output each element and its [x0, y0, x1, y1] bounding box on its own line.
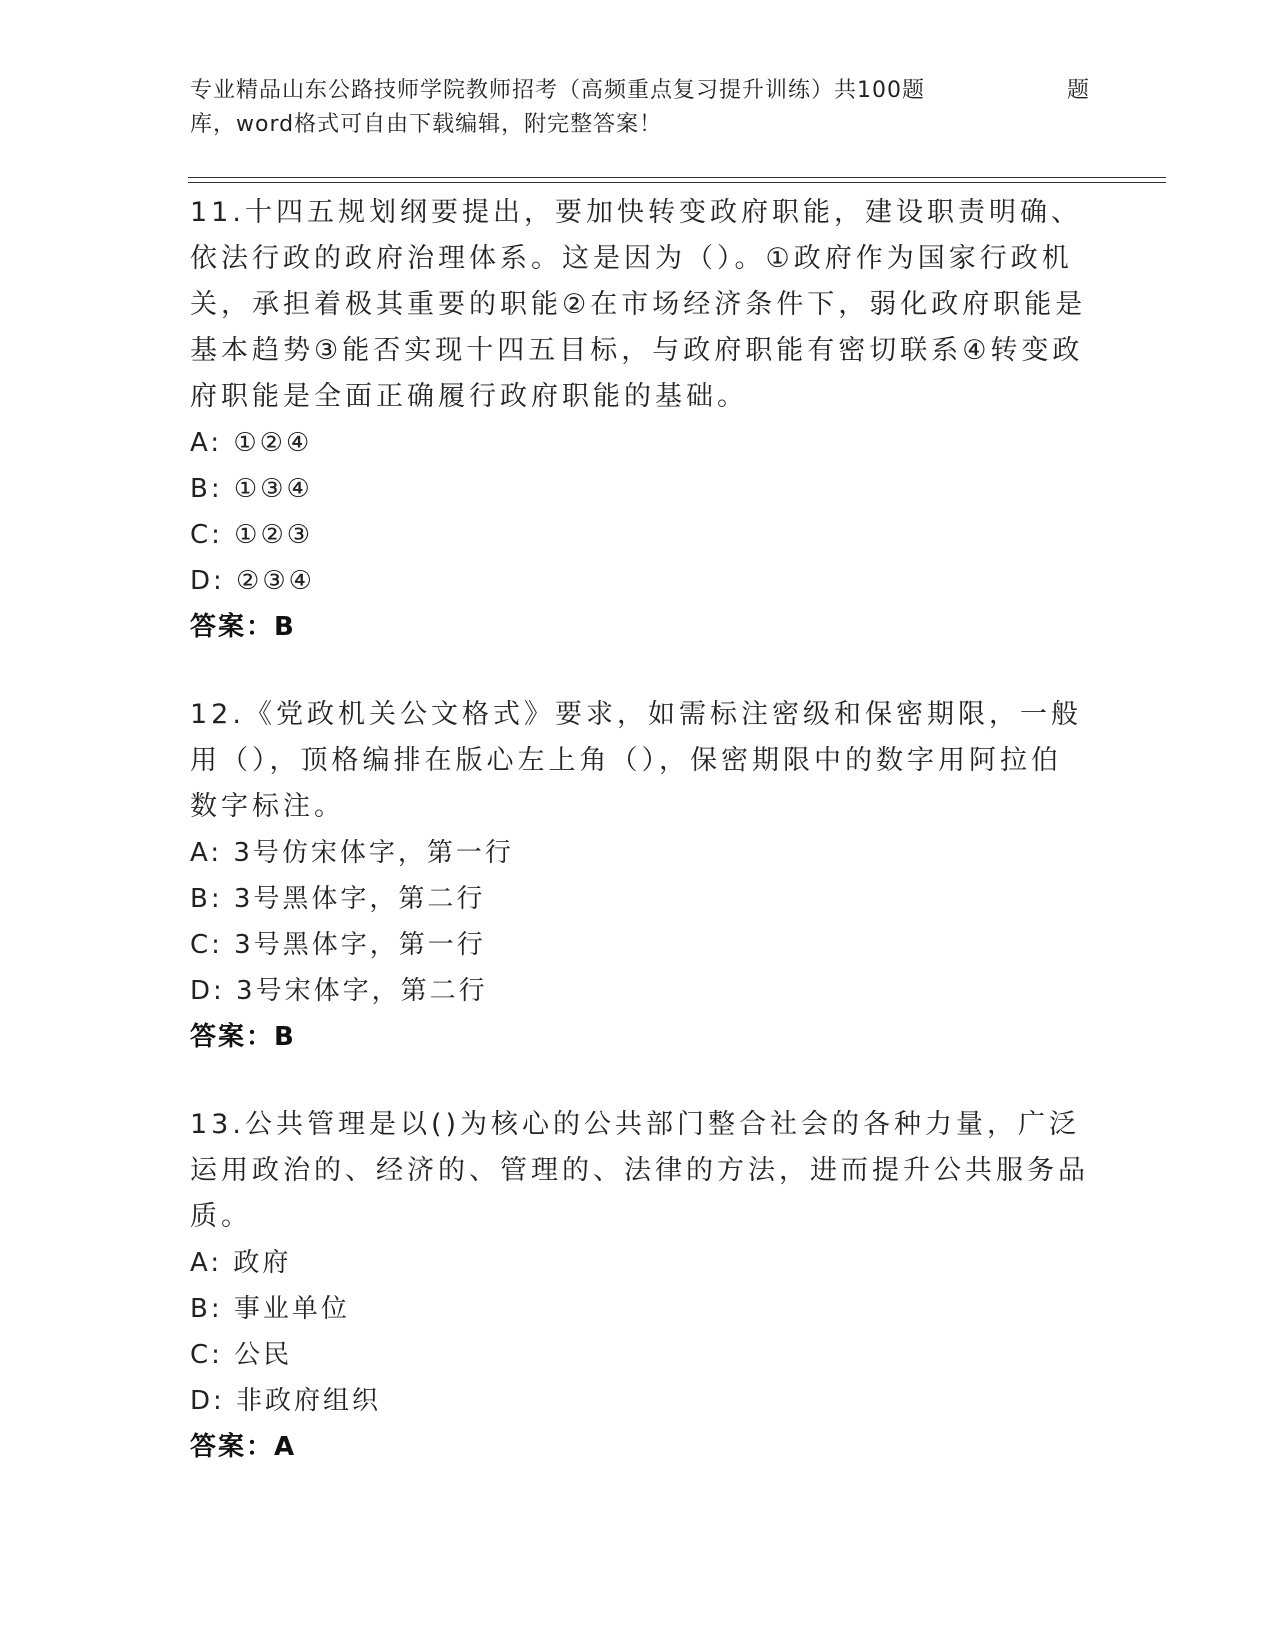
- question-stem: 11.十四五规划纲要提出，要加快转变政府职能，建设职责明确、依法行政的政府治理体系。这是因为（）。①政府作为国家行政机关，承担着极其重要的职能②在市场经济条件下，弱化政府职能是基本趋势③能否实现十四五目标，与政府职能有密切联系④转变政府职能是全面正确履行政府职能的基础。: [190, 197, 1087, 412]
- answer-line: 答案：B: [190, 1022, 296, 1052]
- header-divider-bottom: [188, 182, 1166, 183]
- option-c: C: 3号黑体字，第一行: [190, 930, 486, 960]
- question-13: [190, 1102, 1090, 1470]
- header-line-1: [190, 74, 1090, 108]
- question-list: [190, 190, 1090, 1512]
- option-c: C: ①②③: [190, 520, 314, 550]
- answer-line: 答案：B: [190, 612, 296, 642]
- question-12: [190, 692, 1090, 1060]
- header-line-2: 库，word格式可自由下载编辑，附完整答案！: [190, 112, 663, 137]
- option-a: A: 政府: [190, 1248, 292, 1278]
- header-title: 专业精品山东公路技师学院教师招考（高频重点复习提升训练）共100题: [190, 78, 925, 103]
- header-divider-top: [188, 177, 1166, 178]
- document-header: [190, 74, 1090, 142]
- header-title-wrap: 题: [1066, 78, 1090, 103]
- answer-line: 答案：A: [190, 1432, 297, 1462]
- option-c: C: 公民: [190, 1340, 293, 1370]
- option-b: B: 事业单位: [190, 1294, 350, 1324]
- option-b: B: 3号黑体字，第二行: [190, 884, 486, 914]
- question-stem: 12.《党政机关公文格式》要求，如需标注密级和保密期限，一般用（），顶格编排在版心左上角（），保密期限中的数字用阿拉伯数字标注。: [190, 699, 1082, 822]
- option-d: D: 非政府组织: [190, 1386, 382, 1416]
- option-a: A: 3号仿宋体字，第一行: [190, 838, 514, 868]
- option-a: A: ①②④: [190, 428, 313, 458]
- option-d: D: 3号宋体字，第二行: [190, 976, 488, 1006]
- option-b: B: ①③④: [190, 474, 313, 504]
- option-d: D: ②③④: [190, 566, 315, 596]
- question-11: [190, 190, 1090, 650]
- question-stem: 13.公共管理是以()为核心的公共部门整合社会的各种力量，广泛运用政治的、经济的、管理的、法律的方法，进而提升公共服务品质。: [190, 1109, 1089, 1232]
